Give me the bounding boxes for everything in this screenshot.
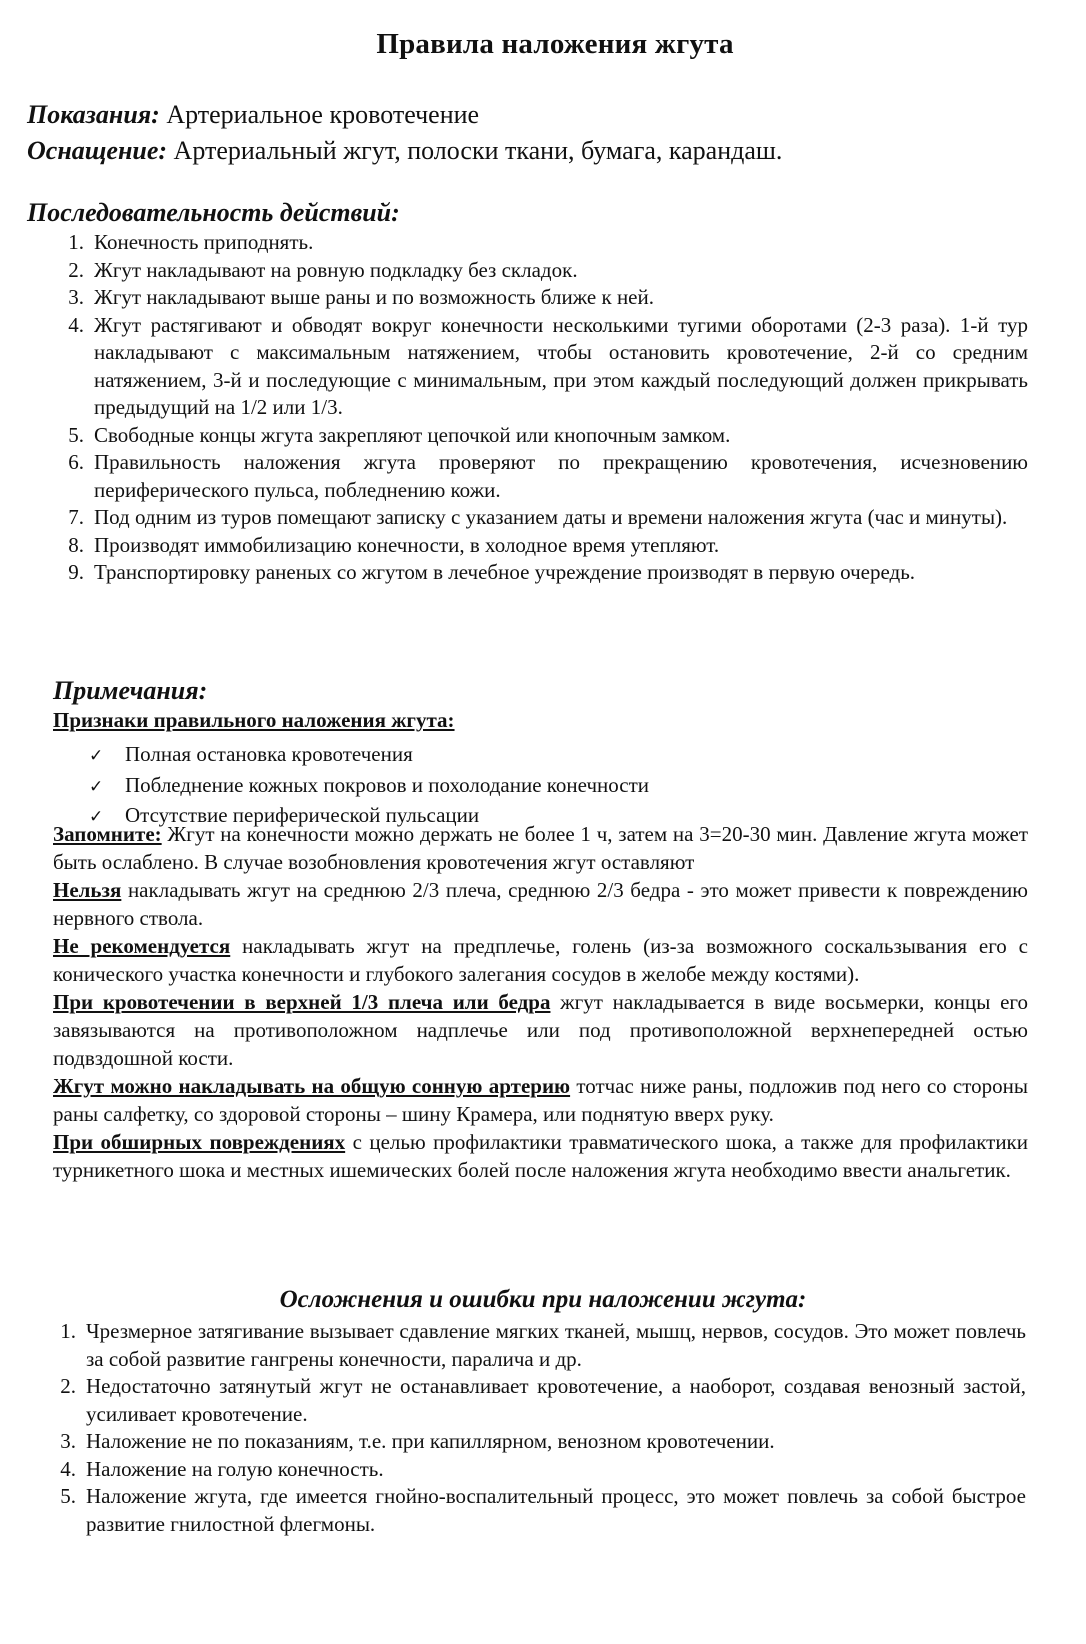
page-title: Правила наложения жгута <box>376 28 734 60</box>
list-item-text: Чрезмерное затягивание вызывает сдавление мягких тканей, мышц, нервов, сосудов. Это может повлечь за собой развитие гангрены конечности, паралича и др. <box>86 1319 1026 1371</box>
note-paragraph <box>53 932 1028 988</box>
list-item-text: Отсутствие периферической пульсации <box>125 803 480 827</box>
list-item-text: Побледнение кожных покровов и похолодание конечности <box>125 772 650 797</box>
list-item: 5. Наложение жгута, где имеется гнойно-воспалительный процесс, это может повлечь за собой быстрое развитие гнилостной флегмоны. <box>60 1484 1026 1536</box>
list-item: 2. Жгут накладывают на ровную подкладку без складок. <box>68 257 578 282</box>
list-item: 5. Свободные концы жгута закрепляют цепочкой или кнопочным замком. <box>68 422 731 447</box>
list-item: 1. Конечность приподнять. <box>68 230 314 254</box>
note-paragraph <box>53 876 1028 932</box>
equipment-line <box>27 136 782 166</box>
note-key: Нельзя <box>53 878 122 902</box>
signs-list <box>89 740 649 832</box>
check-icon: ✓ <box>89 807 104 827</box>
equipment-label: Оснащение: <box>27 136 168 165</box>
signs-heading: Признаки правильного наложения жгута: <box>53 708 455 732</box>
complications-list <box>60 1318 1026 1538</box>
list-item-text: Жгут накладывают на ровную подкладку без складок. <box>94 257 578 282</box>
indications-line <box>27 100 479 130</box>
list-item-text: Полная остановка кровотечения <box>125 742 413 766</box>
check-icon: ✓ <box>89 746 104 766</box>
list-item: 2. Недостаточно затянутый жгут не останавливает кровотечение, а наоборот, создавая венозный застой, усиливает кровотечение. <box>60 1374 1026 1426</box>
note-text: тотчас ниже раны, подложив под него со стороны раны салфетку, со здоровой стороны – шину Крамера, или поднятую вверх руку. <box>53 1074 1028 1126</box>
note-key: При кровотечении в верхней 1/3 плеча или бедра <box>53 990 551 1014</box>
list-item-text: Недостаточно затянутый жгут не останавливает кровотечение, а наоборот, создавая венозный застой, усиливает кровотечение. <box>86 1374 1026 1426</box>
check-icon: ✓ <box>89 776 104 797</box>
note-key: Запомните: <box>53 822 162 846</box>
list-item-text: Свободные концы жгута закрепляют цепочкой или кнопочным замком. <box>94 422 731 447</box>
note-text: накладывать жгут на предплечье, голень (из-за возможного соскальзывания его с конического участка конечности и глубокого залегания сосудов в желобе между костями). <box>53 934 1028 986</box>
list-item: 9. Транспортировку раненых со жгутом в лечебное учреждение производят в первую очередь. <box>68 560 916 584</box>
list-item: 3. Жгут накладывают выше раны и по возможность ближе к ней. <box>68 285 654 309</box>
list-item: 8. Производят иммобилизацию конечности, в холодное время утепляют. <box>68 532 720 557</box>
list-item <box>89 771 649 802</box>
note-text: Жгут на конечности можно держать не более 1 ч, затем на 3=20-30 мин. Давление жгута может быть ослаблено. В случае возобновления кровотечения жгут оставляют <box>53 822 1028 874</box>
sequence-list <box>68 229 1028 587</box>
indications-value: Артериальное кровотечение <box>166 100 480 129</box>
list-item-text: Конечность приподнять. <box>94 230 314 254</box>
note-key: При обширных повреждениях <box>53 1130 346 1154</box>
notes-body <box>53 820 1028 1184</box>
note-text: с целью профилактики травматического шока, а также для профилактики турникетного шока и местных ишемических болей после наложения жгута необходимо ввести анальгетик. <box>53 1130 1028 1182</box>
list-item-text: Наложение на голую конечность. <box>86 1456 384 1481</box>
complications-heading: Осложнения и ошибки при наложении жгута: <box>279 1286 807 1313</box>
note-paragraph <box>53 820 1028 876</box>
list-item-text: Производят иммобилизацию конечности, в холодное время утепляют. <box>94 532 720 557</box>
list-item: 3. Наложение не по показаниям, т.е. при капиллярном, венозном кровотечении. <box>60 1429 775 1453</box>
note-text: накладывать жгут на среднюю 2/3 плеча, среднюю 2/3 бедра - это может привести к повреждению нервного ствола. <box>53 878 1028 930</box>
note-text: жгут накладывается в виде восьмерки, концы его завязываются на противоположном надплечье или под противоположной верхнепередней остью подвздошной кости. <box>53 990 1028 1070</box>
note-paragraph <box>53 988 1028 1072</box>
list-item-text: Жгут растягивают и обводят вокруг конечности несколькими тугими оборотами (2-3 раза). 1-й тур накладывают с максимальным натяжением, чтобы остановить кровотечение, 2-й со средним натяжением, 3-й и последующие с минимальным, при этом каждый последующий должен прикрывать предыдущий на 1/2 или 1/3. <box>94 312 1028 419</box>
list-item-text: Правильность наложения жгута проверяют по прекращению кровотечения, исчезновению периферического пульса, побледнению кожи. <box>94 450 1028 502</box>
list-item-text: Жгут накладывают выше раны и по возможность ближе к ней. <box>94 285 654 309</box>
note-key: Жгут можно накладывать на общую сонную артерию <box>53 1074 571 1098</box>
note-key: Не рекомендуется <box>53 934 231 958</box>
sequence-heading: Последовательность действий: <box>27 198 400 227</box>
list-item: 4. Наложение на голую конечность. <box>60 1456 384 1481</box>
list-item: 4. Жгут растягивают и обводят вокруг конечности несколькими тугими оборотами (2-3 раза). 1-й тур накладывают с максимальным натяжением, чтобы остановить кровотечение, 2-й со средним натяжением, 3-й и последующие с минимальным, при этом каждый последующий должен прикрывать предыдущий на 1/2 или 1/3. <box>68 312 1028 419</box>
list-item: 6. Правильность наложения жгута проверяют по прекращению кровотечения, исчезновению периферического пульса, побледнению кожи. <box>68 450 1028 502</box>
list-item: 7. Под одним из туров помещают записку с указанием даты и времени наложения жгута (час и минуты). <box>68 505 1008 529</box>
list-item-text: Наложение жгута, где имеется гнойно-воспалительный процесс, это может повлечь за собой быстрое развитие гнилостной флегмоны. <box>86 1484 1026 1536</box>
note-paragraph <box>53 1128 1028 1184</box>
equipment-value: Артериальный жгут, полоски ткани, бумага, карандаш. <box>173 136 783 165</box>
list-item-text: Наложение не по показаниям, т.е. при капиллярном, венозном кровотечении. <box>86 1429 775 1453</box>
list-item: 1. Чрезмерное затягивание вызывает сдавление мягких тканей, мышц, нервов, сосудов. Это может повлечь за собой развитие гангрены конечности, паралича и др. <box>60 1319 1026 1371</box>
list-item-text: Под одним из туров помещают записку с указанием даты и времени наложения жгута (час и минуты). <box>94 505 1008 529</box>
list-item-text: Транспортировку раненых со жгутом в лечебное учреждение производят в первую очередь. <box>94 560 916 584</box>
notes-heading: Примечания: <box>53 676 208 705</box>
indications-label: Показания: <box>27 100 160 129</box>
list-item <box>89 740 649 771</box>
note-paragraph <box>53 1072 1028 1128</box>
